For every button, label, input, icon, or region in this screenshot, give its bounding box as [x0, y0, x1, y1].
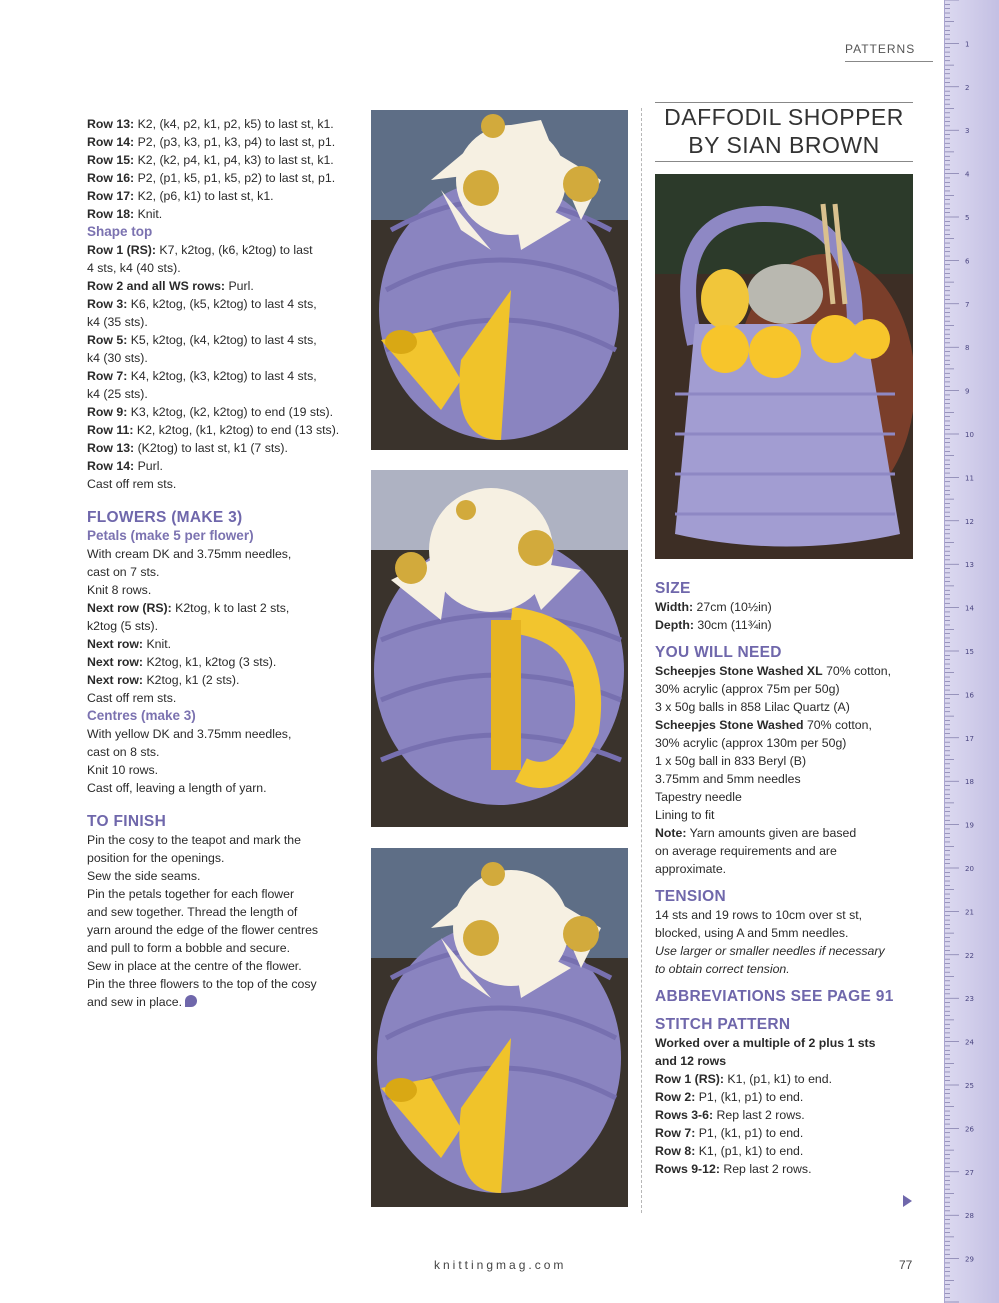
pattern-row: Row 7: K4, k2tog, (k3, k2tog) to last 4 sts,	[87, 369, 317, 383]
materials-line: Lining to fit	[655, 808, 715, 822]
footer-url: knittingmag.com	[434, 1258, 567, 1272]
finish-text	[87, 831, 352, 1011]
ruler-label: 6	[965, 257, 970, 266]
materials-line: Scheepjes Stone Washed XL 70% cotton,	[655, 664, 892, 678]
ruler-label: 7	[965, 300, 970, 309]
petals-line: Cast off rem sts.	[87, 691, 177, 705]
pattern-row: Row 14: Purl.	[87, 459, 163, 473]
pattern-row: Next row (RS): K2tog, k to last 2 sts,	[87, 601, 290, 615]
centres-line: Knit 10 rows.	[87, 763, 159, 777]
centres-line: With yellow DK and 3.75mm needles,	[87, 727, 292, 741]
ruler-label: 2	[965, 83, 970, 92]
abbreviations-heading: ABBREVIATIONS SEE PAGE 91	[655, 988, 894, 1005]
ruler-label: 9	[965, 387, 970, 396]
tea-cosy-photo	[371, 110, 628, 450]
pattern-row-cont: k4 (35 sts).	[87, 315, 148, 329]
pattern-row: Row 16: P2, (p1, k5, p1, k5, p2) to last st, p1.	[87, 171, 336, 185]
end-mark-icon	[185, 995, 197, 1007]
materials-line: 3.75mm and 5mm needles	[655, 772, 801, 786]
finish-line: yarn around the edge of the flower centres	[87, 923, 319, 937]
ruler-label: 20	[965, 865, 974, 873]
ruler-label: 21	[965, 908, 974, 917]
ruler-label: 29	[965, 1255, 974, 1264]
ruler-label: 25	[965, 1082, 974, 1090]
ruler-label: 13	[965, 561, 974, 570]
title-line: DAFFODIL SHOPPER	[664, 104, 904, 130]
flowers-heading: FLOWERS (MAKE 3)	[87, 509, 243, 526]
shopper-bag-photo	[655, 174, 913, 559]
pattern-row-cont: k4 (30 sts).	[87, 351, 148, 365]
row-list-b	[87, 241, 352, 475]
tension-note: to obtain correct tension.	[655, 962, 790, 976]
cast-off-line: Cast off rem sts.	[87, 477, 177, 491]
pattern-row: Row 2 and all WS rows: Purl.	[87, 279, 254, 293]
finish-line: Sew the side seams.	[87, 869, 201, 883]
pattern-row-cont: k2tog (5 sts).	[87, 619, 159, 633]
continue-arrow-icon	[903, 1195, 912, 1207]
tea-cosy-photo-front	[371, 848, 628, 1207]
materials-line: Scheepjes Stone Washed 70% cotton,	[655, 718, 872, 732]
title-byline: BY SIAN BROWN	[688, 132, 880, 158]
pattern-title	[655, 103, 913, 159]
right-column	[655, 580, 920, 1178]
tea-cosy-photo-side	[371, 470, 628, 827]
pattern-row: Row 9: K3, k2tog, (k2, k2tog) to end (19 sts).	[87, 405, 334, 419]
finish-line: position for the openings.	[87, 851, 225, 865]
ruler-label: 15	[965, 648, 974, 656]
section-rule	[845, 61, 933, 62]
finish-line: and sew together. Thread the length of	[87, 905, 298, 919]
stitch-pattern-heading: STITCH PATTERN	[655, 1016, 791, 1033]
size-heading: SIZE	[655, 580, 691, 597]
pattern-row: Row 17: K2, (p6, k1) to last st, k1.	[87, 189, 274, 203]
materials-line: 30% acrylic (approx 75m per 50g)	[655, 682, 840, 696]
finish-heading: TO FINISH	[87, 813, 167, 830]
finish-line: and sew in place.	[87, 993, 352, 1011]
section-label: PATTERNS	[845, 42, 916, 56]
ruler-label: 23	[965, 995, 974, 1004]
pattern-row: Row 18: Knit.	[87, 207, 163, 221]
title-rule-bottom	[655, 161, 913, 162]
stitch-row: Rows 3-6: Rep last 2 rows.	[655, 1108, 805, 1122]
ruler-label: 16	[965, 691, 974, 700]
centres-line: Cast off, leaving a length of yarn.	[87, 781, 267, 795]
ruler-label: 22	[965, 951, 974, 960]
column-divider	[641, 108, 642, 1213]
pattern-row: Row 3: K6, k2tog, (k5, k2tog) to last 4 sts,	[87, 297, 317, 311]
ruler-label: 26	[965, 1125, 974, 1134]
ruler-label: 18	[965, 778, 974, 787]
size-rows	[655, 598, 920, 634]
row-list-a	[87, 115, 352, 223]
finish-line: Pin the cosy to the teapot and mark the	[87, 833, 301, 847]
pattern-row: Next row: K2tog, k1, k2tog (3 sts).	[87, 655, 277, 669]
pattern-row: Row 14: P2, (p3, k3, p1, k3, p4) to last st, p1.	[87, 135, 336, 149]
stitch-row: Rows 9-12: Rep last 2 rows.	[655, 1162, 812, 1176]
petals-row-list	[87, 599, 352, 689]
ruler-label: 11	[965, 474, 974, 483]
page-number: 77	[899, 1258, 913, 1272]
ruler-label: 24	[965, 1038, 974, 1047]
ruler-label: 17	[965, 734, 974, 743]
finish-line: Pin the three flowers to the top of the cosy	[87, 977, 317, 991]
materials-line: Tapestry needle	[655, 790, 742, 804]
stitch-intro: and 12 rows	[655, 1054, 727, 1068]
note-line: Note: Yarn amounts given are based	[655, 826, 857, 840]
note-line: on average requirements and are	[655, 844, 837, 858]
ruler-label: 28	[965, 1212, 974, 1221]
stitch-intro: Worked over a multiple of 2 plus 1 sts	[655, 1036, 876, 1050]
petals-line: cast on 7 sts.	[87, 565, 160, 579]
pattern-row: Row 13: K2, (k4, p2, k1, p2, k5) to last st, k1.	[87, 117, 334, 131]
pattern-row: Next row: K2tog, k1 (2 sts).	[87, 673, 240, 687]
ruler-label: 8	[965, 344, 970, 353]
pattern-row: Row 5: K5, k2tog, (k4, k2tog) to last 4 sts,	[87, 333, 317, 347]
materials-line: 1 x 50g ball in 833 Beryl (B)	[655, 754, 807, 768]
ruler-label: 19	[965, 821, 974, 830]
materials-line: 3 x 50g balls in 858 Lilac Quartz (A)	[655, 700, 850, 714]
finish-line: Pin the petals together for each flower	[87, 887, 295, 901]
ruler-label: 27	[965, 1168, 974, 1177]
left-column	[87, 115, 352, 1011]
materials-line: 30% acrylic (approx 130m per 50g)	[655, 736, 847, 750]
ruler-label: 4	[965, 170, 970, 179]
centres-line: cast on 8 sts.	[87, 745, 160, 759]
stitch-row: Row 8: K1, (p1, k1) to end.	[655, 1144, 804, 1158]
ruler-label: 5	[965, 214, 970, 222]
tension-line: blocked, using A and 5mm needles.	[655, 926, 849, 940]
petals-line: With cream DK and 3.75mm needles,	[87, 547, 292, 561]
pattern-row-cont: k4 (25 sts).	[87, 387, 148, 401]
ruler-label: 1	[965, 40, 970, 49]
size-row: Width: 27cm (10½in)	[655, 600, 772, 614]
finish-line: and pull to form a bobble and secure.	[87, 941, 291, 955]
pattern-row: Row 13: (K2tog) to last st, k1 (7 sts).	[87, 441, 288, 455]
pattern-row-cont: 4 sts, k4 (40 sts).	[87, 261, 181, 275]
stitch-row: Row 1 (RS): K1, (p1, k1) to end.	[655, 1072, 833, 1086]
petals-subheading: Petals (make 5 per flower)	[87, 528, 254, 543]
you-will-need-heading: YOU WILL NEED	[655, 644, 782, 661]
tension-heading: TENSION	[655, 888, 726, 905]
stitch-row: Row 2: P1, (k1, p1) to end.	[655, 1090, 804, 1104]
stitch-rows	[655, 1070, 920, 1178]
pattern-row: Row 1 (RS): K7, k2tog, (k6, k2tog) to last	[87, 243, 313, 257]
stitch-row: Row 7: P1, (k1, p1) to end.	[655, 1126, 804, 1140]
petals-line: Knit 8 rows.	[87, 583, 152, 597]
ruler-label: 14	[965, 604, 974, 613]
measuring-ruler	[944, 0, 999, 1303]
size-row: Depth: 30cm (11¾in)	[655, 618, 772, 632]
note-line: approximate.	[655, 862, 727, 876]
pattern-row: Row 11: K2, k2tog, (k1, k2tog) to end (13 sts).	[87, 423, 340, 437]
pattern-row: Row 15: K2, (k2, p4, k1, p4, k3) to last st, k1.	[87, 153, 334, 167]
ruler-label: 10	[965, 431, 974, 439]
tension-line: 14 sts and 19 rows to 10cm over st st,	[655, 908, 863, 922]
ruler-label: 3	[965, 127, 970, 136]
finish-line: Sew in place at the centre of the flower.	[87, 959, 302, 973]
shape-top-subheading: Shape top	[87, 224, 153, 239]
ruler-label: 12	[965, 517, 974, 526]
tension-note: Use larger or smaller needles if necessary	[655, 944, 885, 958]
pattern-row: Next row: Knit.	[87, 637, 172, 651]
centres-subheading: Centres (make 3)	[87, 708, 196, 723]
